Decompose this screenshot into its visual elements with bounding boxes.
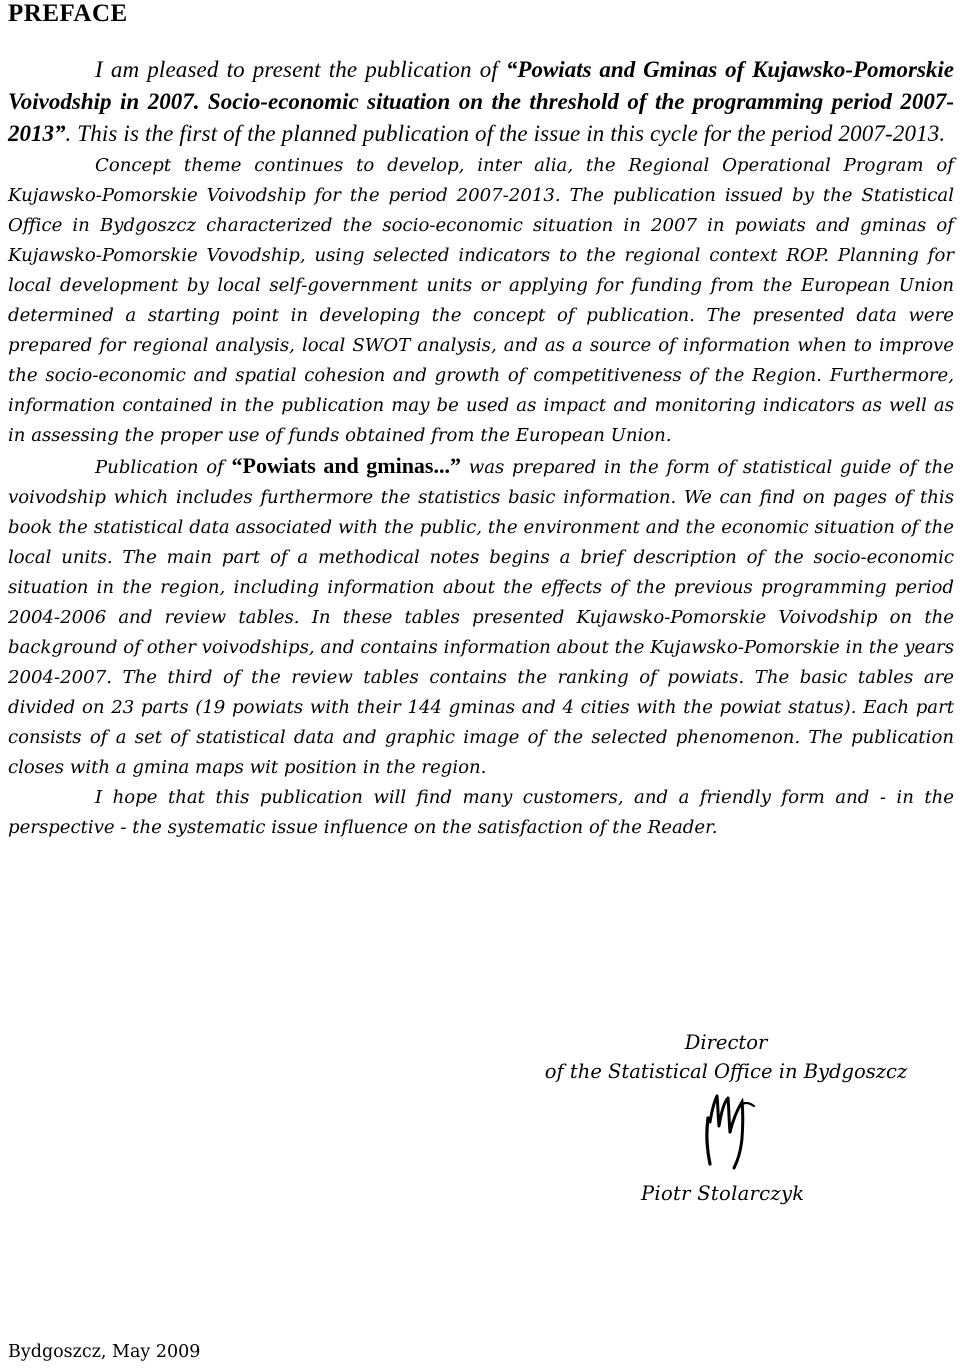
signatory-name: Piotr Stolarczyk [641, 1182, 805, 1205]
place-date: Bydgoszcz, May 2009 [8, 1342, 201, 1362]
paragraph-publication [8, 451, 954, 783]
signatory-title: Director [684, 1031, 768, 1054]
paragraph-intro [8, 55, 954, 151]
publication-short-title: “Powiats and gminas...” [231, 453, 461, 478]
handwritten-signature-icon [698, 1088, 758, 1170]
preface-body [8, 55, 954, 843]
publication-text-continued: was prepared in the form of statistical guide of the voivodship which includes furthermore the statistics basic information. We can find on pages of this book the statistical data associated with the public, the environment and the economic situation of the local units. The main part of a methodical notes begins a brief description of the socio-economic situation in the region, including information about the effects of the previous programming period 2004-2006 and review tables. In these tables presented Kujawsko-Pomorskie Voivodship on the background of other voivodships, and contains information about the Kujawsko-Pomorskie in the years 2004-2007. The third of the review tables contains the ranking of powiats. The basic tables are divided on 23 parts (19 powiats with their 144 gminas and 4 cities with the powiat status). Each part consists of a set of statistical data and graphic image of the selected phenomenon. The publication closes with a gmina maps wit position in the region. [8, 457, 954, 778]
paragraph-closing: I hope that this publication will find many customers, and a friendly form and - in the perspective - the systematic issue influence on the satisfaction of the Reader. [8, 787, 954, 838]
intro-text: I am pleased to present the publication of [95, 57, 506, 82]
page-title: PREFACE [8, 0, 128, 27]
signatory-office: of the Statistical Office in Bydgoszcz [544, 1060, 908, 1083]
intro-text-continued: . This is the first of the planned publication of the issue in this cycle for the period 2007-2013. [65, 121, 946, 146]
paragraph-concept: Concept theme continues to develop, inter alia, the Regional Operational Program of Kujawsko-Pomorskie Voivodship for the period 2007-2013. The publication issued by the Statistical Office in Bydgoszcz characterized the socio-economic situation in 2007 in powiats and gminas of Kujawsko-Pomorskie Vovodship, using selected indicators to the regional context ROP. Planning for local development by local self-government units or applying for funding from the European Union determined a starting point in developing the concept of publication. The presented data were prepared for regional analysis, local SWOT analysis, and as a source of information when to improve the socio-economic and spatial cohesion and growth of competitiveness of the Region. Furthermore, information contained in the publication may be used as impact and monitoring indicators as well as in assessing the proper use of funds obtained from the European Union. [8, 155, 954, 446]
publication-text: Publication of [95, 457, 232, 478]
publication-title: “Powiats and Gminas of Kujawsko-Pomorskie Voivodship in 2007. Socio-economic situation on the threshold of the programming period 2007-2013” [8, 57, 955, 146]
